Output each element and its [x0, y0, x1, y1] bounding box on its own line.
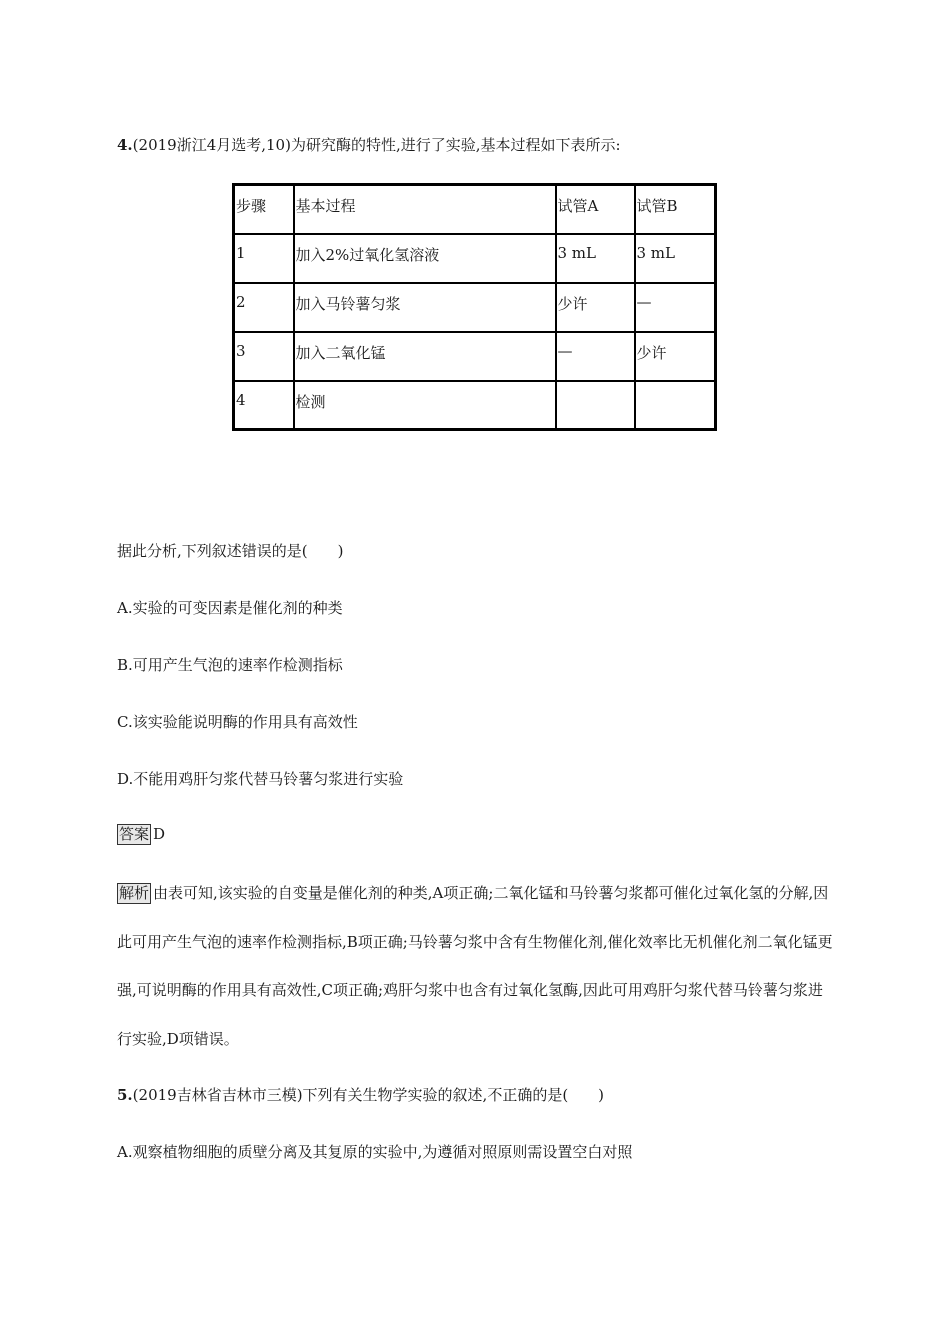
table-cell: 3 mL [635, 234, 716, 283]
analysis-text: 由表可知,该实验的自变量是催化剂的种类,A项正确;二氧化锰和马铃薯匀浆都可催化过氧化氢的分解,因此可用产生气泡的速率作检测指标,B项正确;马铃薯匀浆中含有生物催化剂,催化效率比无机催化剂二氧化锰更强,可说明酶的作用具有高效性,C项正确;鸡肝匀浆中也含有过氧化氢酶,因此可用鸡肝匀浆代替马铃薯匀浆进行实验,D项错误。 [117, 884, 833, 1048]
table-header-row [234, 185, 716, 234]
table-row [234, 381, 716, 430]
table-cell [556, 381, 635, 430]
question-4-prompt: 据此分析,下列叙述错误的是( ) [117, 542, 344, 560]
table-row [234, 234, 716, 283]
question-5-stem-text: (2019吉林省吉林市三模)下列有关生物学实验的叙述,不正确的是( ) [132, 1086, 605, 1104]
table-cell: 1 [234, 234, 294, 283]
analysis-tag: 解析 [119, 884, 150, 902]
table-cell: 检测 [294, 381, 556, 430]
option-d: D.不能用鸡肝匀浆代替马铃薯匀浆进行实验 [117, 770, 404, 788]
answer-value: D [153, 825, 166, 843]
option-b: B.可用产生气泡的速率作检测指标 [117, 656, 343, 674]
table-header-cell: 基本过程 [294, 185, 556, 234]
table-cell: 加入马铃薯匀浆 [294, 283, 556, 332]
experiment-table [232, 183, 717, 431]
table-header-cell: 试管A [556, 185, 635, 234]
table-cell: 3 mL [556, 234, 635, 283]
table-cell: — [635, 283, 716, 332]
answer-line [117, 824, 165, 845]
table-cell: 加入二氧化锰 [294, 332, 556, 381]
question-5-option-a: A.观察植物细胞的质壁分离及其复原的实验中,为遵循对照原则需设置空白对照 [117, 1143, 633, 1161]
answer-tag: 答案 [119, 825, 150, 843]
table-cell: 2 [234, 283, 294, 332]
table-cell: — [556, 332, 635, 381]
table-cell: 4 [234, 381, 294, 430]
table-cell: 3 [234, 332, 294, 381]
question-5-number: 5. [117, 1086, 133, 1104]
question-4-stem [117, 134, 621, 155]
analysis-paragraph [117, 869, 837, 1063]
table-cell: 少许 [635, 332, 716, 381]
table-cell: 加入2%过氧化氢溶液 [294, 234, 556, 283]
table-cell [635, 381, 716, 430]
table-row [234, 283, 716, 332]
table-header-cell: 步骤 [234, 185, 294, 234]
question-4-number: 4. [117, 136, 133, 154]
table-cell: 少许 [556, 283, 635, 332]
option-a: A.实验的可变因素是催化剂的种类 [117, 599, 343, 617]
table-row [234, 332, 716, 381]
table-header-cell: 试管B [635, 185, 716, 234]
option-c: C.该实验能说明酶的作用具有高效性 [117, 713, 358, 731]
question-4-stem-text: (2019浙江4月选考,10)为研究酶的特性,进行了实验,基本过程如下表所示: [132, 136, 621, 154]
question-5-stem [117, 1084, 604, 1105]
